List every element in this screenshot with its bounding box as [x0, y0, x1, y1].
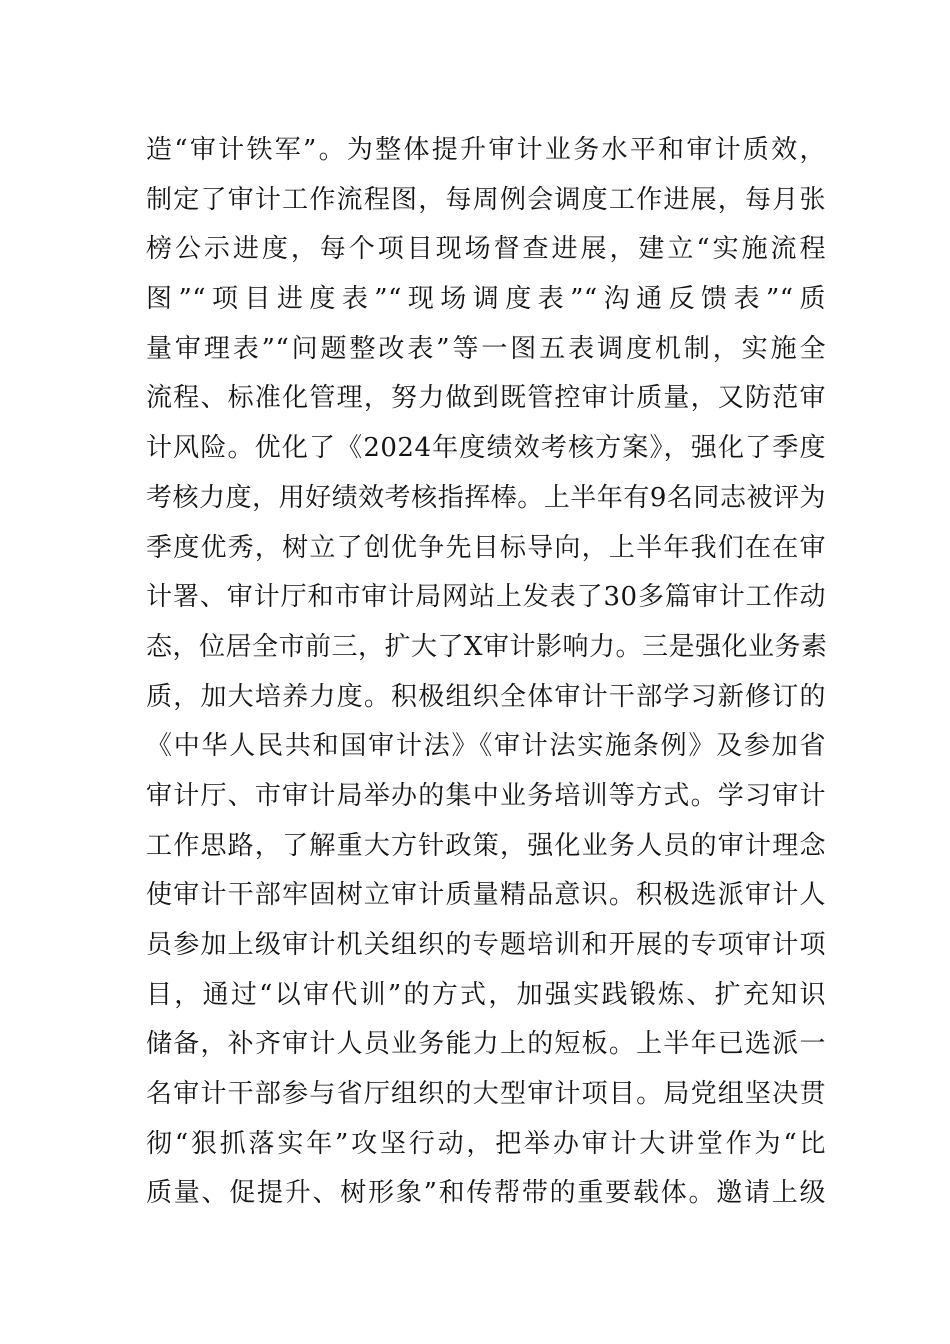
text-line: 质量、促提升、树形象”和传帮带的重要载体。邀请上级 [146, 1178, 826, 1209]
text-line: 制定了审计工作流程图，每周例会调度工作进展，每月张 [146, 184, 826, 215]
text-line: 使审计干部牢固树立审计质量精品意识。积极选派审计人 [146, 880, 826, 911]
text-line: 季度优秀，树立了创优争先目标导向，上半年我们在在审 [146, 532, 826, 563]
text-line: 彻“狠抓落实年”攻坚行动，把举办审计大讲堂作为“比 [146, 1128, 826, 1159]
text-line: 审计厅、市审计局举办的集中业务培训等方式。学习审计 [146, 780, 826, 811]
text-line: 员参加上级审计机关组织的专题培训和开展的专项审计项 [146, 930, 826, 960]
text-line: 储备，补齐审计人员业务能力上的短板。上半年已选派一 [146, 1029, 826, 1060]
text-line: 计署、审计厅和市审计局网站上发表了30多篇审计工作动 [146, 582, 826, 613]
text-line: 量审理表”“问题整改表”等一图五表调度机制，实施全 [146, 333, 826, 364]
text-line: 造“审计铁军”。为整体提升审计业务水平和审计质效， [146, 135, 826, 165]
text-line: 图”“项目进度表”“现场调度表”“沟通反馈表”“质 [146, 284, 826, 315]
text-line: 计风险。优化了《2024年度绩效考核方案》，强化了季度 [146, 433, 826, 464]
text-line: 榜公示进度，每个项目现场督查进展，建立“实施流程 [146, 234, 826, 265]
text-line: 态，位居全市前三，扩大了X审计影响力。三是强化业务素 [146, 631, 828, 662]
body-text [146, 126, 826, 1219]
text-line: 目，通过“以审代训”的方式，加强实践锻炼、扩充知识 [146, 979, 826, 1010]
text-line: 流程、标准化管理，努力做到既管控审计质量，又防范审 [146, 383, 826, 414]
text-line: 工作思路，了解重大方针政策，强化业务人员的审计理念 [146, 830, 826, 861]
text-line: 质，加大培养力度。积极组织全体审计干部学习新修订的 [146, 681, 826, 712]
text-line: 《中华人民共和国审计法》《审计法实施条例》及参加省 [146, 731, 826, 762]
text-line: 名审计干部参与省厅组织的大型审计项目。局党组坚决贯 [146, 1079, 826, 1110]
text-line: 考核力度，用好绩效考核指挥棒。上半年有9名同志被评为 [146, 482, 826, 513]
